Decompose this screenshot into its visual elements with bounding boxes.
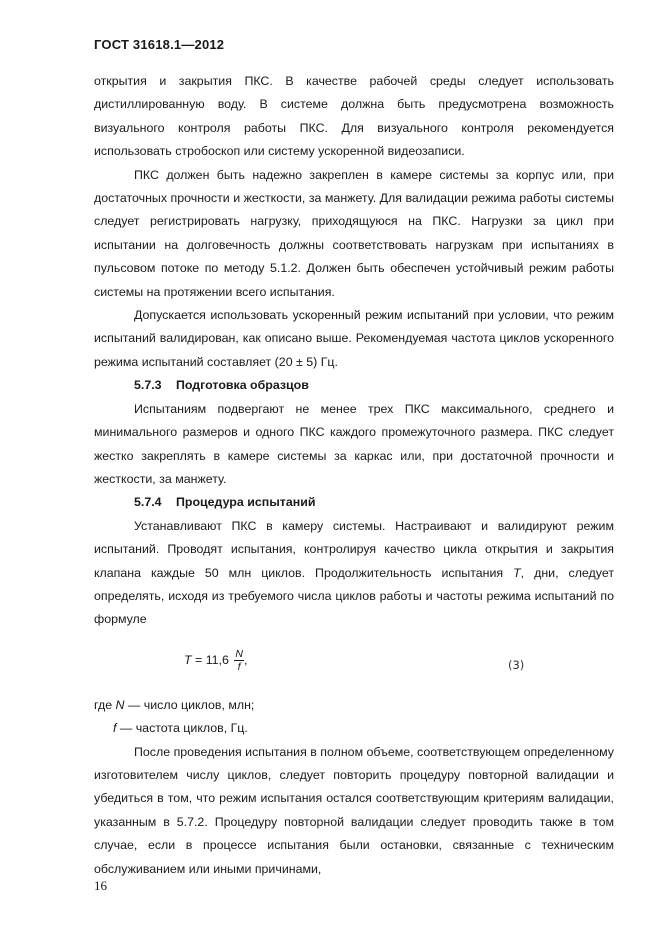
paragraph-5-text-a: Устанавливают ПКС в камеру системы. Настраивают и валидируют режим испытаний. Проводят испытания, контролируя качество цикла открытия и закрытия клапана каждые 50 млн циклов. Продолжительность испытания [94,518,614,580]
paragraph-5-text-b: , дни, следует определять, исходя из требуемого числа циклов работы и частоты режима испытаний по формуле [94,565,614,627]
standard-header: ГОСТ 31618.1—2012 [94,37,225,52]
variable-t: T [513,565,521,580]
section-title: Процедура испытаний [176,495,316,510]
section-number: 5.7.3 [134,378,162,393]
formula-lhs: T [184,652,192,667]
paragraph-1: открытия и закрытия ПКС. В качестве рабочей среды следует использовать дистиллированную воду. В системе должна быть предусмотрена возможность визуального контроля работы ПКС. Для визуального контроля рекомендуется использовать стробоскоп или систему ускоренной видеозаписи. [94,74,614,159]
paragraph-2: ПКС должен быть надежно закреплен в камере системы за корпус или, при достаточных прочности и жесткости, за манжету. Для валидации режима работы системы следует регистрировать нагрузку, приходящуюся на ПКС. Нагрузки за цикл при испытании на долговечность должны соответствовать нагрузкам при испытаниях в пульсовом потоке по методу 5.1.2. Должен быть обеспечен устойчивый режим работы системы на протяжении всего испытания. [94,167,614,299]
paragraph-3: Допускается использовать ускоренный режим испытаний при условии, что режим испытаний валидирован, как описано выше. Рекомендуемая частота циклов ускоренного режима испытаний составляет (20 ± 5) Гц. [94,308,614,369]
formula-trail: , [243,652,248,667]
page-number: 16 [94,878,107,893]
paragraph-4: Испытаниям подвергают не менее трех ПКС максимального, среднего и минимального размеров и одного ПКС каждого промежуточного размера. ПКС следует жестко закреплять в камере системы за каркас или, при достаточной прочности и жесткости, за манжету. [94,401,614,486]
paragraph-6: После проведения испытания в полном объеме, соответствующем определенному изготовителем числу циклов, следует повторить процедуру повторной валидации и убедиться в том, что режим испытания остался соответствующим критериям валидации, указанным в 5.7.2. Процедуру повторной валидации следует проводить также в том случае, если в процессе испытания были остановки, связанные с техническим обслуживанием или иными причинами, [94,744,614,876]
legend-text-f: — частота циклов, Гц. [116,721,248,736]
formula-denominator: f [237,660,241,673]
formula-eq: = 11,6 [191,652,233,667]
formula-number: (3) [508,657,525,672]
section-heading-5-7-4 [94,491,614,514]
formula-numerator: N [235,647,243,660]
legend-prefix: где [94,697,116,712]
paragraph-5 [94,515,614,632]
section-heading-5-7-3 [94,374,614,397]
formula-fraction [234,648,244,673]
legend-text-n: — число циклов, млн; [124,697,255,712]
document-body [94,70,614,881]
legend-var-n: N [115,697,125,712]
formula-3 [94,636,614,692]
section-title: Подготовка образцов [176,378,309,393]
formula-expression [184,648,247,673]
formula-legend-f [94,717,614,740]
formula-legend-n [94,694,614,717]
section-number: 5.7.4 [134,495,162,510]
legend-var-f: f [113,721,117,736]
